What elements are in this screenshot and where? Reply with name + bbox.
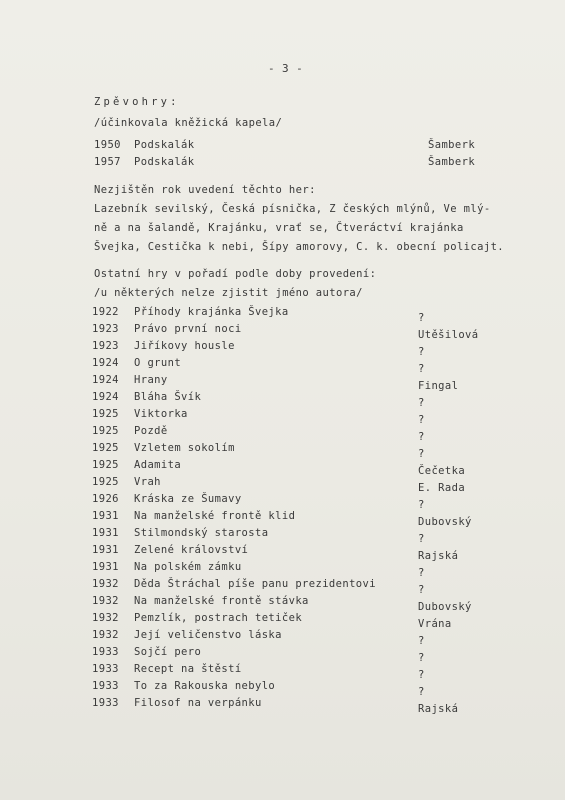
play-title: O grunt xyxy=(134,357,182,369)
play-author: Rajská xyxy=(418,550,459,562)
play-author: E. Rada xyxy=(418,482,466,494)
play-author: ? xyxy=(418,652,425,664)
production-title: Podskalák xyxy=(134,156,195,168)
play-author: Rajská xyxy=(418,703,459,715)
play-year: 1933 xyxy=(92,697,119,709)
play-row xyxy=(92,680,512,698)
play-row xyxy=(92,595,512,613)
play-title: Jiříkovy housle xyxy=(134,340,235,352)
play-year: 1933 xyxy=(92,680,119,692)
play-row xyxy=(92,442,512,460)
production-year: 1950 xyxy=(94,139,121,151)
play-author: ? xyxy=(418,448,425,460)
play-year: 1924 xyxy=(92,357,119,369)
play-author: Utěšilová xyxy=(418,329,479,341)
play-author: ? xyxy=(418,312,425,324)
play-author: Fingal xyxy=(418,380,459,392)
play-row xyxy=(92,561,512,579)
section-subheading: /účinkovala kněžická kapela/ xyxy=(94,117,283,129)
play-row xyxy=(92,306,512,324)
play-year: 1932 xyxy=(92,595,119,607)
play-row xyxy=(92,612,512,630)
play-year: 1922 xyxy=(92,306,119,318)
play-year: 1932 xyxy=(92,612,119,624)
play-title: To za Rakouska nebylo xyxy=(134,680,276,692)
paragraph-line: Ostatní hry v pořadí podle doby provedení: xyxy=(94,268,377,280)
unknown-year-paragraph xyxy=(94,181,534,257)
play-title: Stilmondský starosta xyxy=(134,527,269,539)
play-row xyxy=(92,510,512,528)
play-row xyxy=(92,357,512,375)
play-author: Dubovský xyxy=(418,516,472,528)
play-title: Vzletem sokolím xyxy=(134,442,235,454)
play-year: 1932 xyxy=(92,578,119,590)
play-year: 1925 xyxy=(92,442,119,454)
play-author: ? xyxy=(418,584,425,596)
play-row xyxy=(92,493,512,511)
play-year: 1925 xyxy=(92,425,119,437)
play-year: 1931 xyxy=(92,544,119,556)
play-author: Čečetka xyxy=(418,465,466,477)
play-title: Na manželské frontě stávka xyxy=(134,595,309,607)
play-year: 1925 xyxy=(92,476,119,488)
production-author: Šamberk xyxy=(428,139,476,151)
play-author: ? xyxy=(418,669,425,681)
play-author: ? xyxy=(418,346,425,358)
play-year: 1933 xyxy=(92,663,119,675)
play-row xyxy=(92,340,512,358)
paragraph-line: /u některých nelze zjistit jméno autora/ xyxy=(94,287,363,299)
play-author: ? xyxy=(418,533,425,545)
play-author: ? xyxy=(418,431,425,443)
play-author: ? xyxy=(418,499,425,511)
production-author: Šamberk xyxy=(428,156,476,168)
play-row xyxy=(92,391,512,409)
play-year: 1931 xyxy=(92,561,119,573)
play-year: 1923 xyxy=(92,340,119,352)
play-year: 1923 xyxy=(92,323,119,335)
play-year: 1924 xyxy=(92,374,119,386)
production-title: Podskalák xyxy=(134,139,195,151)
play-year: 1925 xyxy=(92,408,119,420)
paragraph-line: Lazebník sevilský, Česká písnička, Z českých mlýnů, Ve mlý- xyxy=(94,203,491,215)
play-title: Adamita xyxy=(134,459,182,471)
play-title: Pemzlík, postrach tetiček xyxy=(134,612,303,624)
play-row xyxy=(92,323,512,341)
play-row xyxy=(92,544,512,562)
play-row xyxy=(92,697,512,715)
play-title: Její veličenstvo láska xyxy=(134,629,282,641)
play-title: Příhody krajánka Švejka xyxy=(134,306,289,318)
page-number: - 3 - xyxy=(268,62,304,75)
play-row xyxy=(92,425,512,443)
play-row xyxy=(92,408,512,426)
paragraph-line: Švejka, Cestička k nebi, Šípy amorovy, C. k. obecní policajt. xyxy=(94,241,505,253)
play-row xyxy=(92,374,512,392)
play-author: ? xyxy=(418,567,425,579)
play-year: 1926 xyxy=(92,493,119,505)
play-row xyxy=(92,476,512,494)
play-title: Recept na štěstí xyxy=(134,663,242,675)
others-paragraph xyxy=(94,265,534,303)
play-title: Filosof na verpánku xyxy=(134,697,262,709)
play-title: Hrany xyxy=(134,374,168,386)
play-year: 1925 xyxy=(92,459,119,471)
play-title: Viktorka xyxy=(134,408,188,420)
play-year: 1931 xyxy=(92,510,119,522)
play-row xyxy=(92,646,512,664)
play-title: Kráska ze Šumavy xyxy=(134,493,242,505)
play-row xyxy=(92,459,512,477)
play-author: ? xyxy=(418,414,425,426)
play-author: Vrána xyxy=(418,618,452,630)
play-author: ? xyxy=(418,363,425,375)
play-year: 1924 xyxy=(92,391,119,403)
paragraph-line: Nezjištěn rok uvedení těchto her: xyxy=(94,184,316,196)
play-title: Sojčí pero xyxy=(134,646,202,658)
play-author: ? xyxy=(418,397,425,409)
play-author: ? xyxy=(418,686,425,698)
play-row xyxy=(92,578,512,596)
play-year: 1933 xyxy=(92,646,119,658)
play-author: ? xyxy=(418,635,425,647)
play-row xyxy=(92,663,512,681)
play-title: Vrah xyxy=(134,476,161,488)
play-row xyxy=(92,629,512,647)
play-title: Děda Štráchal píše panu prezidentovi xyxy=(134,578,376,590)
play-title: Právo první noci xyxy=(134,323,242,335)
play-title: Pozdě xyxy=(134,425,168,437)
section-heading: Zpěvohry: xyxy=(94,96,180,108)
play-title: Na manželské frontě klid xyxy=(134,510,296,522)
production-row xyxy=(94,156,494,170)
play-title: Zelené království xyxy=(134,544,249,556)
play-year: 1932 xyxy=(92,629,119,641)
paragraph-line: ně a na šalandě, Krajánku, vrať se, Čtveráctví krajánka xyxy=(94,222,464,234)
play-year: 1931 xyxy=(92,527,119,539)
play-title: Na polském zámku xyxy=(134,561,242,573)
play-author: Dubovský xyxy=(418,601,472,613)
production-year: 1957 xyxy=(94,156,121,168)
play-title: Bláha Švík xyxy=(134,391,202,403)
production-row xyxy=(94,139,494,153)
play-row xyxy=(92,527,512,545)
